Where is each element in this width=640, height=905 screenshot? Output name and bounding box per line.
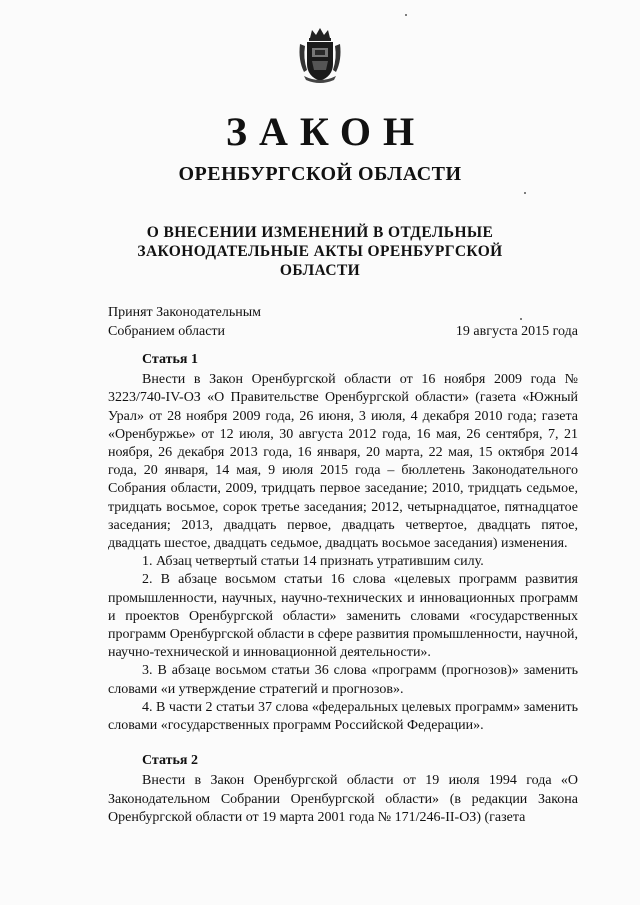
article-1-title: Статья 1 [142, 352, 198, 367]
coat-of-arms-icon [298, 26, 342, 84]
article-2-title: Статья 2 [142, 753, 198, 769]
adoption-date: 19 августа 2015 года [455, 324, 578, 339]
document-title: ЗАКОН [225, 109, 427, 154]
document-subject: О ВНЕСЕНИИ ИЗМЕНЕНИЙ В ОТДЕЛЬНЫЕ ЗАКОНОДАТЕЛЬНЫЕ АКТЫ ОРЕНБУРГСКОЙ ОБЛАСТИ [137, 224, 503, 279]
article-1-intro: Внести в Закон Оренбургской области от 16 ноября 2009 года № 3223/740-IV-ОЗ «О Правительстве Оренбургской области» (газета «Южный Урал» от 28 ноября 2009 года, 26 июня, 3 июля, 4 декабря 2010 года; газета «Оренбуржье» от 12 июля, 30 августа 2012 года, 16 мая, 26 сентября, 7, 21 ноября, 26 декабря 2013 года, 16 января, 20 марта, 22 мая, 15 октября 2014 года, 20 января, 14 мая, 9 июля 2015 года – бюллетень Законодательного Собрания области, 2009, тридцать первое заседание; 2010, тридцать седьмое, тридцать восьмое, сорок третье заседания; 2012, четырнадцатое, пятнадцатое заседания; 2013, двадцать первое, двадцать четвертое, двадцать пятое, двадцать шестое, двадцать седьмое, двадцать восьмое заседания) изменения. [108, 372, 578, 552]
article-1-item: 3. В абзаце восьмом статьи 36 слова «программ (прогнозов)» заменить словами «и утверждение стратегий и прогнозов». [108, 663, 578, 697]
article-1-item: 1. Абзац четвертый статьи 14 признать утратившим силу. [142, 554, 484, 570]
article-2-intro: Внести в Закон Оренбургской области от 19 июля 1994 года «О Законодательном Собрании Оренбургской области» (в редакции Закона Оренбургской области от 19 марта 2001 года № 171/246-II-ОЗ) (газета [108, 773, 578, 825]
article-1-item: 4. В части 2 статьи 37 слова «федеральных целевых программ» заменить словами «государственных программ Российской Федерации». [108, 699, 578, 734]
scan-speck [405, 14, 407, 16]
adopted-line-2: Собранием области [108, 324, 226, 339]
document-region: ОРЕНБУРГСКОЙ ОБЛАСТИ [178, 163, 462, 185]
adopted-line-1: Принят Законодательным [108, 305, 261, 320]
article-1-item: 2. В абзаце восьмом статьи 16 слова «целевых программ развития промышленности, научных, научно-технических и инновационных программ и проектов Оренбургской области» заменить словами «государственных программ Оренбургской области в сфере развития промышленности, научной, научно-технической и инновационной деятельности». [108, 572, 578, 661]
adoption-block [108, 303, 578, 341]
document-body [108, 351, 578, 827]
scan-speck [524, 192, 526, 194]
